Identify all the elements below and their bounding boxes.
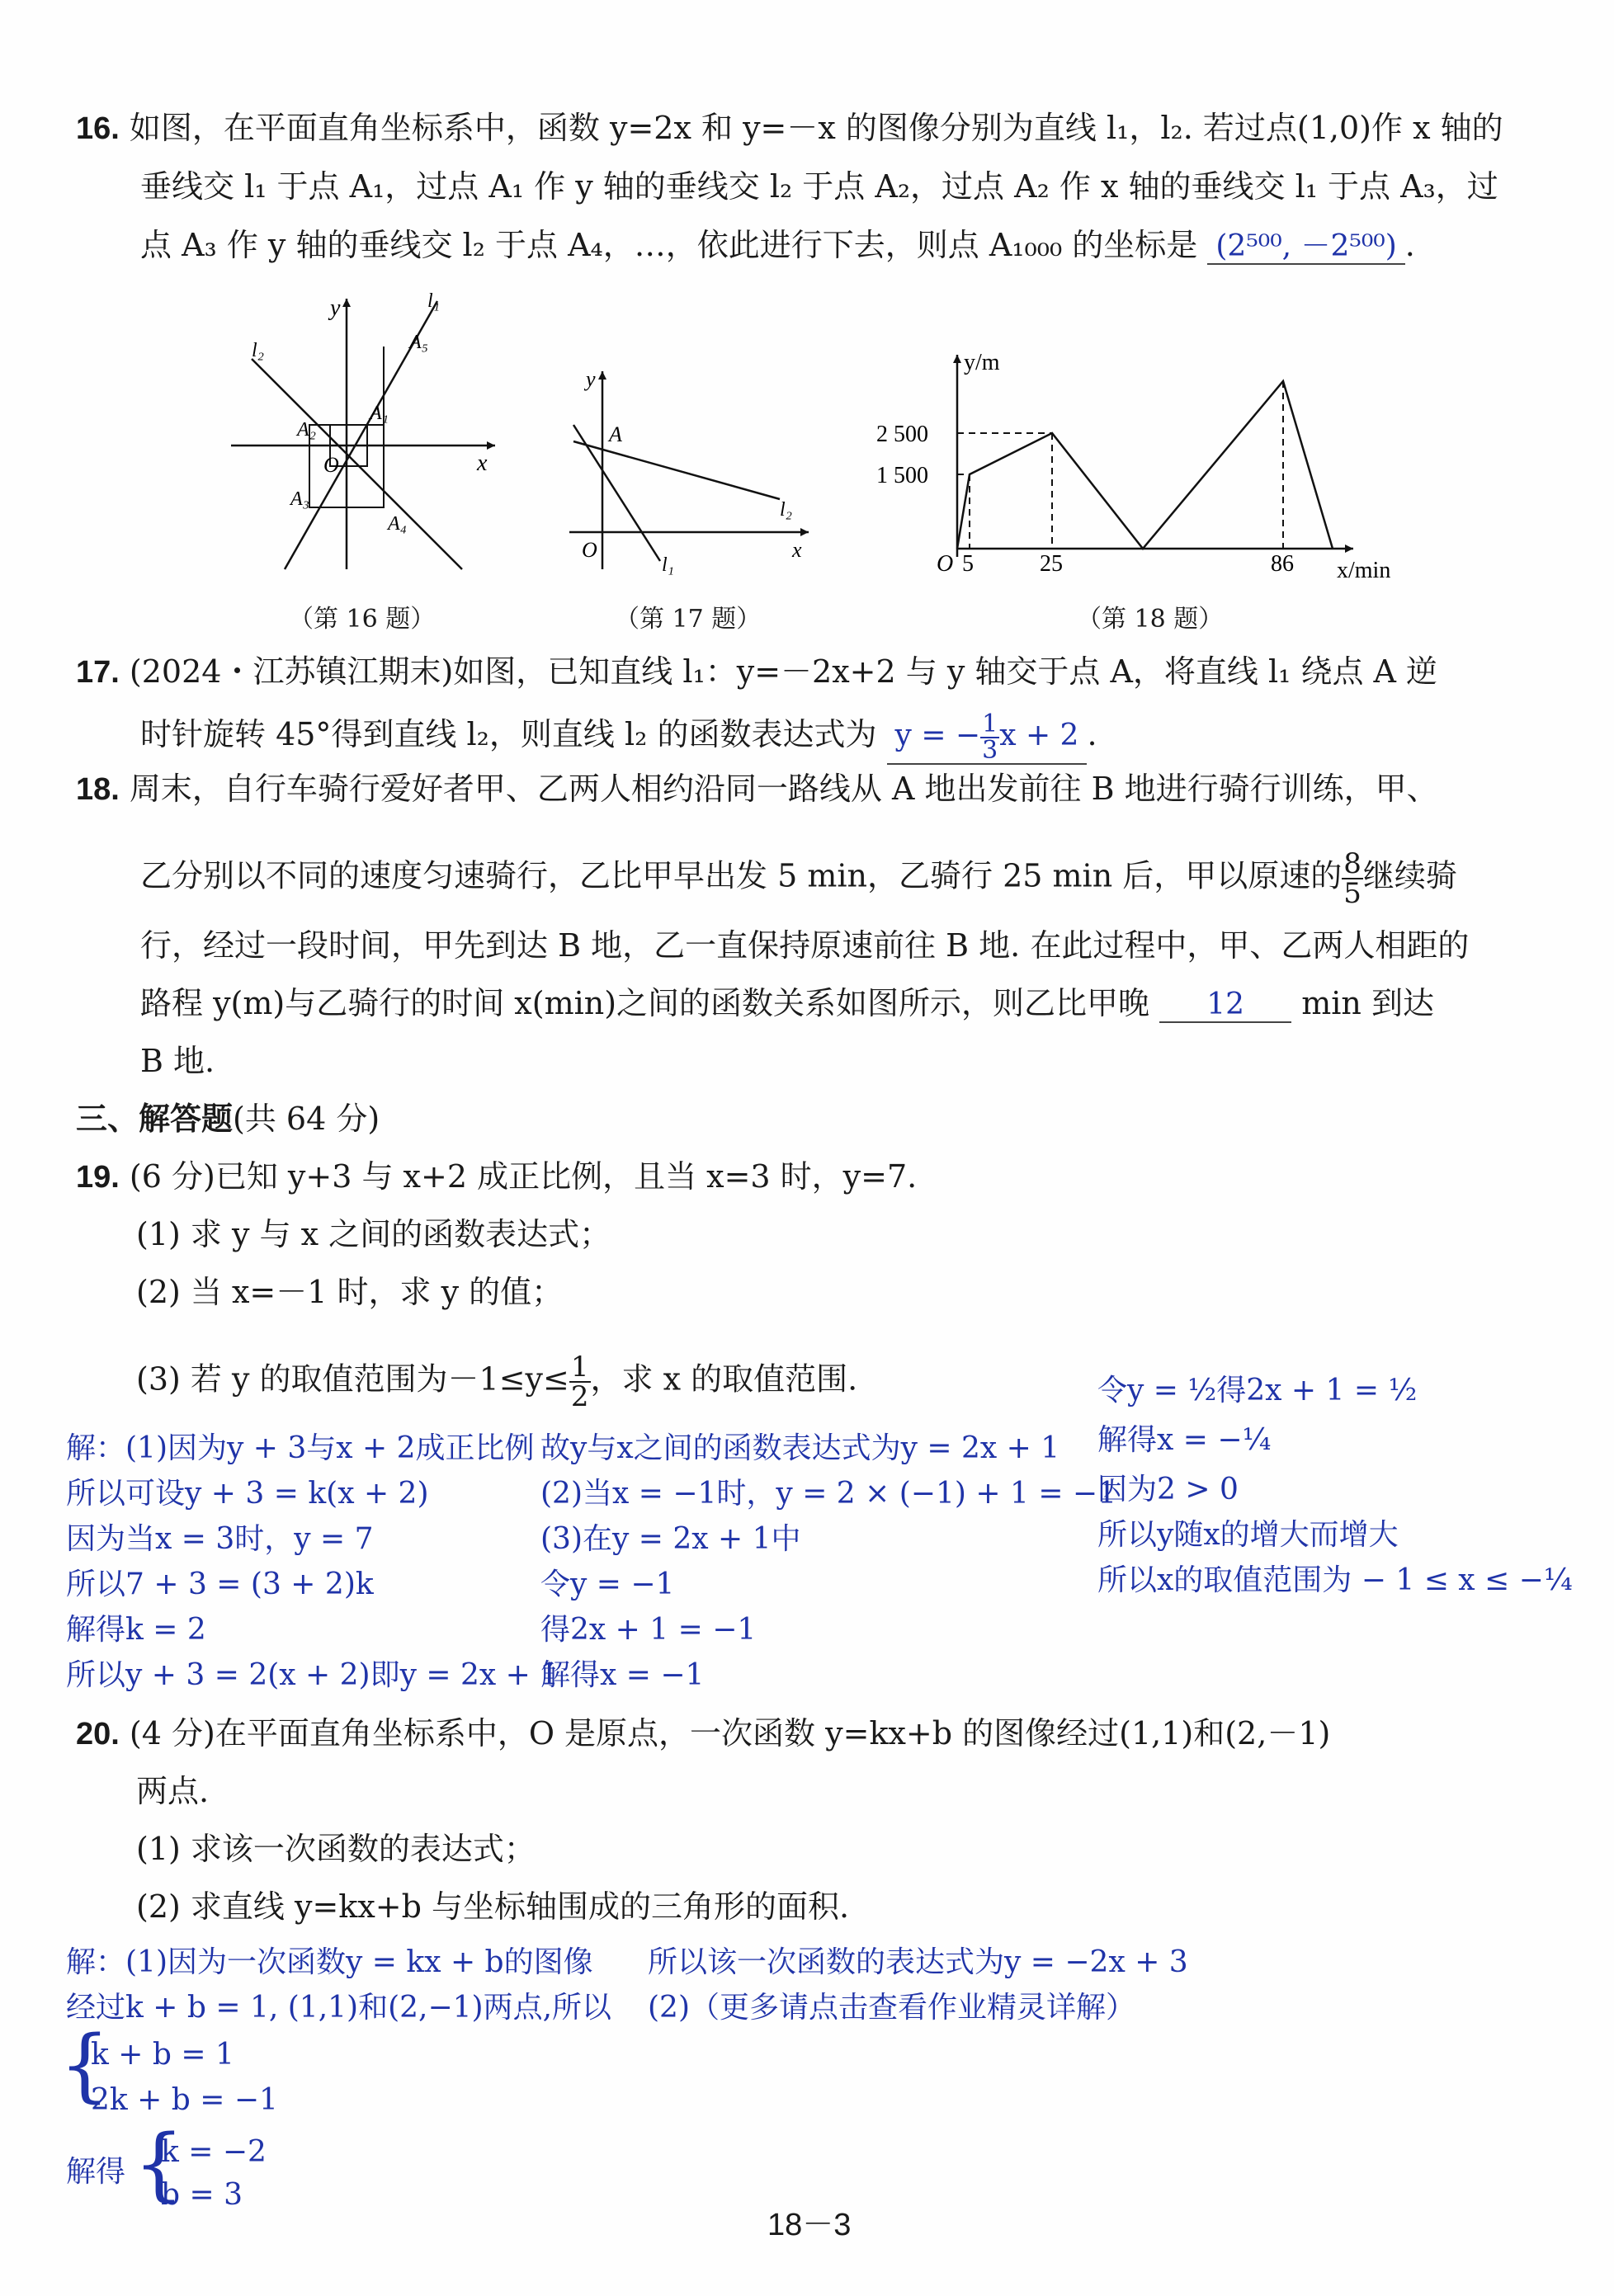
q17-end: .: [1087, 716, 1097, 752]
q19-number: 19.: [76, 1160, 120, 1195]
q20-brace-1: {: [59, 2019, 111, 2111]
figure-16: [215, 289, 512, 586]
q18-text-1: 周末，自行车骑行爱好者甲、乙两人相约沿同一路线从 A 地出发前往 B 地进行骑行训练，甲、: [129, 771, 1438, 807]
fig16-a1: A₁: [370, 403, 389, 424]
q19-part3: [136, 1353, 857, 1411]
q20-part1: (1) 求该一次函数的表达式；: [136, 1831, 536, 1867]
q20-stem2: 两点.: [136, 1773, 210, 1809]
q19-stem-text: (6 分)已知 y+3 与 x+2 成正比例，且当 x=3 时，y=7.: [129, 1158, 918, 1195]
q19-part3-b: ，求 x 的取值范围.: [590, 1360, 858, 1398]
fig17-a: A: [609, 422, 622, 446]
q17-answer-pre: y = −: [894, 719, 981, 752]
q19-part3-frac: [569, 1353, 591, 1411]
q18-text-2a: 乙分别以不同的速度匀速骑行，乙比甲早出发 5 min，乙骑行 25 min 后，甲以原速的: [140, 857, 1343, 894]
section3-heading: [76, 1101, 380, 1139]
fig16-y-label: y: [330, 295, 341, 321]
fig18-tick-5: 5: [962, 551, 974, 577]
fig16-x-label: x: [477, 450, 488, 476]
section3-title: 三、解答题: [76, 1102, 234, 1137]
q20-brace-2: {: [134, 2118, 185, 2210]
fig16-a4: A₄: [388, 513, 408, 535]
q19-sol-c3-2: 因为2 > 0: [1097, 1473, 1239, 1506]
q19-sol-c3-1: 解得x = −¼: [1097, 1423, 1272, 1457]
q18-line2: [140, 847, 1457, 910]
q19-frac-den: 2: [570, 1380, 589, 1413]
section3-note: (共 64 分): [233, 1101, 380, 1137]
q18-answer: 12: [1159, 988, 1291, 1023]
page-number: 18－3: [767, 2208, 852, 2242]
q17-frac-num: 1: [982, 710, 998, 738]
q20-sol-2: 经过k + b = 1, (1,1)和(2,−1)两点,所以: [66, 1991, 612, 2025]
fig18-tick-86: 86: [1271, 551, 1294, 577]
q18-text-4b: min 到达: [1301, 985, 1434, 1021]
q18-line1: [76, 771, 1438, 809]
q20-stem1-text: (4 分)在平面直角坐标系中，O 是原点，一次函数 y=kx+b 的图像经过(1,1)和(2,－1): [129, 1715, 1331, 1751]
q20-sol-5: 解得: [66, 2155, 126, 2189]
q19-sol-c2-0: 故y与x之间的函数表达式为y = 2x + 1: [540, 1431, 1060, 1465]
q16-end: .: [1404, 227, 1415, 263]
figure-17: [553, 355, 825, 578]
q19-sol-c2-4: 得2x + 1 = −1: [540, 1613, 757, 1647]
fig16-origin: O: [323, 453, 339, 477]
fig17-l2: l₂: [780, 499, 793, 521]
q18-text-4a: 路程 y(m)与乙骑行的时间 x(min)之间的函数关系如图所示，则乙比甲晚: [140, 985, 1150, 1021]
q19-part3-a: (3) 若 y 的取值范围为－1≤y≤: [136, 1360, 569, 1398]
q19-sol-c3-0: 令y = ½得2x + 1 = ½: [1097, 1374, 1418, 1407]
q20-sol-6: k = −2: [161, 2135, 267, 2169]
q19-sol-c1-5: 所以y + 3 = 2(x + 2)即y = 2x + 1: [66, 1658, 559, 1692]
q17-answer-frac: [980, 712, 999, 763]
q17-text-1: (2024・江苏镇江期末)如图，已知直线 l₁：y=－2x+2 与 y 轴交于点 A，将直线 l₁ 绕点 A 逆: [129, 653, 1438, 690]
figure-18: [858, 338, 1436, 586]
q20-sol-r1: 所以该一次函数的表达式为y = −2x + 3: [648, 1945, 1188, 1979]
q16-line3: [140, 228, 1415, 265]
fig17-y-label: y: [586, 367, 596, 391]
q16-line2: 垂线交 l₁ 于点 A₁，过点 A₁ 作 y 轴的垂线交 l₂ 于点 A₂，过点 A₂ 作 x 轴的垂线交 l₁ 于点 A₃，过: [140, 168, 1498, 205]
q19-sol-c2-1: (2)当x = −1时，y = 2 × (−1) + 1 = −1: [540, 1477, 1116, 1511]
q19-sol-c3-3: 所以y随x的增大而增大: [1097, 1518, 1399, 1552]
q20-part2: (2) 求直线 y=kx+b 与坐标轴围成的三角形的面积.: [136, 1888, 850, 1925]
q19-stem: [76, 1159, 917, 1196]
fig18-x-label: x/min: [1337, 558, 1391, 583]
q18-frac-num: 8: [1343, 847, 1362, 880]
q17-frac-den: 3: [982, 736, 998, 765]
q19-frac-num: 1: [570, 1351, 589, 1384]
q19-sol-c1-2: 因为当x = 3时，y = 7: [66, 1522, 374, 1556]
q16-text-1: 如图，在平面直角坐标系中，函数 y=2x 和 y=－x 的图像分别为直线 l₁，l₂. 若过点(1,0)作 x 轴的: [129, 110, 1503, 146]
fig17-x-label: x: [792, 538, 802, 562]
q20-sol-r2: (2)（更多请点击查看作业精灵详解）: [648, 1991, 1135, 2025]
q19-sol-c2-5: 解得x = −1: [540, 1658, 705, 1692]
q16-number: 16.: [76, 111, 120, 146]
fig16-a2: A₂: [297, 419, 317, 441]
fig17-l1: l₁: [662, 554, 675, 576]
fig18-tick-25: 25: [1040, 551, 1063, 577]
q17-line2: [140, 712, 1097, 765]
q17-answer: [887, 712, 1088, 765]
fig16-a5: A₅: [409, 332, 429, 353]
q17-line1: [76, 654, 1437, 691]
q18-line4: [140, 986, 1434, 1023]
q19-sol-c1-1: 所以可设y + 3 = k(x + 2): [66, 1477, 429, 1511]
q19-part1: (1) 求 y 与 x 之间的函数表达式；: [136, 1216, 611, 1252]
q16-line1: [76, 111, 1503, 148]
q17-text-2: 时针旋转 45°得到直线 l₂，则直线 l₂ 的函数表达式为: [140, 716, 877, 752]
fig18-y-label: y/m: [964, 350, 1000, 375]
q19-sol-c1-3: 所以7 + 3 = (3 + 2)k: [66, 1568, 374, 1601]
fig18-origin: O: [937, 551, 954, 577]
fig16-caption: （第 16 题）: [289, 605, 436, 634]
q19-part2: (2) 当 x=－1 时，求 y 的值；: [136, 1274, 564, 1310]
q18-line5: B 地.: [140, 1043, 215, 1079]
q20-number: 20.: [76, 1717, 120, 1751]
q19-sol-c1-0: 解：(1)因为y + 3与x + 2成正比例: [66, 1431, 535, 1465]
fig16-l2: l₂: [252, 340, 265, 361]
q20-stem1: [76, 1716, 1330, 1753]
q16-answer: (2⁵⁰⁰, －2⁵⁰⁰): [1207, 229, 1404, 265]
q19-sol-c1-4: 解得k = 2: [66, 1613, 206, 1647]
q18-frac: [1342, 847, 1363, 910]
fig18-tick-1500: 1 500: [876, 463, 928, 488]
q20-sol-3: k + b = 1: [91, 2038, 234, 2072]
q16-text-3: 点 A₃ 作 y 轴的垂线交 l₂ 于点 A₄，…，依此进行下去，则点 A₁₀₀₀ 的坐标是: [140, 227, 1198, 263]
fig17-origin: O: [582, 538, 597, 562]
q17-number: 17.: [76, 655, 120, 690]
q19-sol-c2-3: 令y = −1: [540, 1568, 675, 1601]
fig18-caption: （第 18 题）: [1077, 605, 1224, 634]
fig16-l1: l₁: [427, 290, 441, 312]
fig18-tick-2500: 2 500: [876, 422, 928, 447]
q20-sol-1: 解：(1)因为一次函数y = kx + b的图像: [66, 1945, 593, 1979]
fig17-caption: （第 17 题）: [615, 605, 762, 634]
q18-number: 18.: [76, 772, 120, 807]
q20-sol-4: 2k + b = −1: [91, 2083, 278, 2117]
q18-line3: 行，经过一段时间，甲先到达 B 地，乙一直保持原速前往 B 地. 在此过程中，甲、乙两人相距的: [140, 927, 1470, 964]
q20-sol-7: b = 3: [161, 2178, 243, 2212]
fig16-a3: A₃: [290, 488, 310, 510]
q19-sol-c2-2: (3)在y = 2x + 1中: [540, 1522, 801, 1556]
q18-text-2b: 继续骑: [1362, 857, 1457, 894]
q19-sol-c3-4: 所以x的取值范围为 − 1 ≤ x ≤ −¼: [1097, 1563, 1573, 1597]
q17-answer-post: x + 2: [999, 719, 1079, 752]
q18-frac-den: 5: [1343, 877, 1362, 910]
